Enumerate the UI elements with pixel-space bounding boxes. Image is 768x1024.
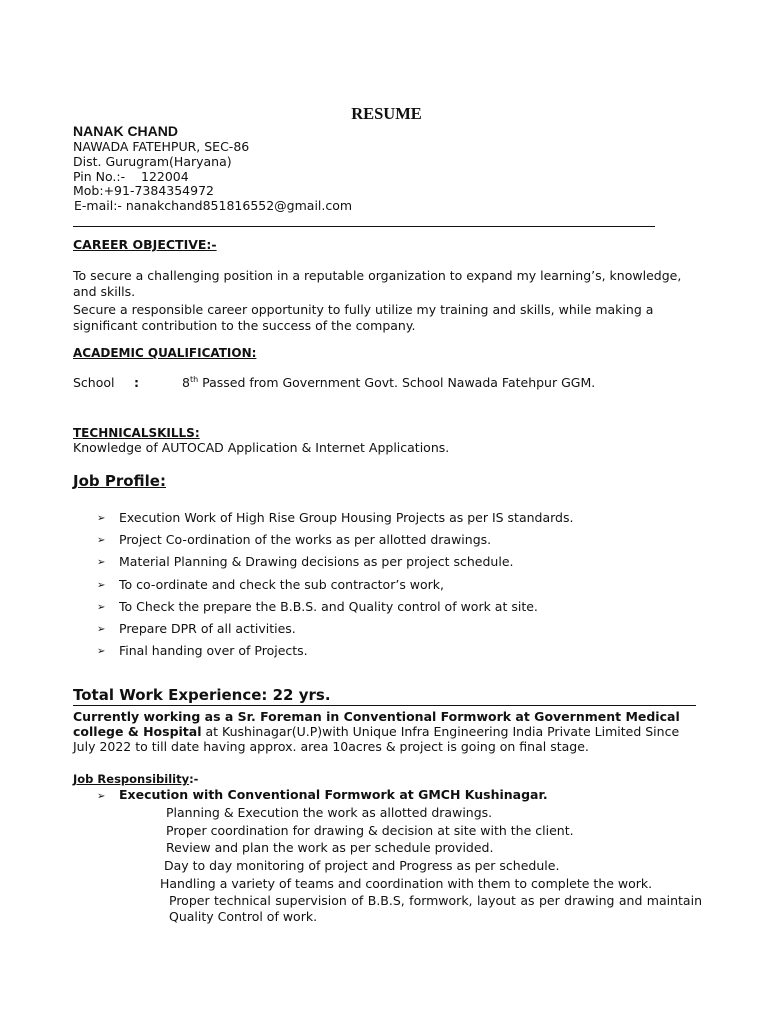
- task-item: Proper coordination for drawing & decision at site with the client.: [166, 823, 574, 838]
- task-item: Handling a variety of teams and coordination with them to complete the work.: [160, 876, 653, 891]
- qualification-grade: 8: [182, 375, 190, 390]
- current-position-paragraph: [73, 709, 688, 754]
- total-experience-heading: Total Work Experience: 22 yrs.: [73, 686, 331, 704]
- job-profile-item: [97, 598, 573, 620]
- task-item: Proper technical supervision of B.B.S, formwork, layout as per drawing and maintain Quality Control of work.: [169, 893, 702, 924]
- current-position-details: at Kushinagar(U.P)with Unique Infra Engineering India Private Limited Since July 2022 to till date having approx. area 10acres & project is going on final stage.: [73, 724, 680, 754]
- job-profile-list: [97, 509, 573, 664]
- arrow-bullet-icon: ➢: [97, 557, 106, 569]
- job-profile-item-text: Prepare DPR of all activities.: [119, 620, 296, 636]
- job-profile-item: [97, 576, 573, 598]
- job-responsibility-suffix: :-: [189, 772, 199, 786]
- qualification-label: School: [73, 375, 115, 390]
- job-profile-item: [97, 620, 573, 642]
- address-line-2: Dist. Gurugram(Haryana): [73, 154, 232, 169]
- experience-divider: [73, 705, 696, 706]
- objective-paragraph-1: To secure a challenging position in a reputable organization to expand my learning’s, knowledge, and skills.: [73, 268, 682, 299]
- candidate-name: NANAK CHAND: [73, 123, 178, 139]
- email-address: E-mail:- nanakchand851816552@gmail.com: [74, 198, 353, 213]
- qualification-school: Passed from Government Govt. School Nawada Fatehpur GGM.: [198, 375, 596, 390]
- pin-code: Pin No.:- 122004: [73, 169, 189, 184]
- arrow-bullet-icon: ➢: [97, 513, 106, 524]
- task-item: Review and plan the work as per schedule provided.: [166, 840, 494, 855]
- header-divider: [73, 226, 655, 227]
- arrow-bullet-icon: ➢: [97, 601, 106, 613]
- task-item: Day to day monitoring of project and Progress as per schedule.: [164, 858, 560, 873]
- document-title: RESUME: [351, 104, 422, 123]
- job-profile-item: [97, 642, 573, 664]
- arrow-bullet-icon: ➢: [97, 646, 106, 658]
- job-profile-item: [97, 553, 573, 575]
- job-profile-item: [97, 509, 573, 531]
- technical-skills-text: Knowledge of AUTOCAD Application & Internet Applications.: [73, 440, 450, 455]
- academic-qualification-heading: ACADEMIC QUALIFICATION:: [73, 346, 257, 360]
- technical-skills-heading: TECHNICALSKILLS:: [73, 426, 200, 440]
- qualification-grade-suffix: th: [189, 374, 199, 384]
- job-profile-item-text: To Check the prepare the B.B.S. and Quality control of work at site.: [119, 598, 538, 614]
- qualification-detail: [182, 375, 595, 390]
- job-responsibility-heading: [73, 772, 198, 786]
- arrow-bullet-icon: ➢: [97, 579, 106, 591]
- job-profile-item-text: Execution Work of High Rise Group Housing Projects as per IS standards.: [119, 510, 574, 525]
- job-profile-item-text: To co-ordinate and check the sub contractor’s work,: [119, 576, 445, 592]
- address-line-1: NAWADA FATEHPUR, SEC-86: [73, 139, 250, 154]
- task-item: Planning & Execution the work as allotted drawings.: [166, 805, 493, 820]
- job-profile-item: [97, 531, 573, 553]
- job-profile-item-text: Material Planning & Drawing decisions as per project schedule.: [119, 554, 514, 570]
- arrow-bullet-icon: ➢: [97, 535, 106, 547]
- qualification-colon: :: [134, 375, 139, 390]
- career-objective-heading: CAREER OBJECTIVE:-: [73, 237, 217, 252]
- arrow-bullet-icon: ➢: [97, 791, 106, 802]
- job-profile-item-text: Project Co-ordination of the works as per allotted drawings.: [119, 532, 492, 548]
- task-heading-text: Execution with Conventional Formwork at GMCH Kushinagar.: [119, 787, 548, 802]
- arrow-bullet-icon: ➢: [97, 623, 106, 635]
- task-heading: [97, 787, 548, 802]
- objective-paragraph-2: Secure a responsible career opportunity to fully utilize my training and skills, while making a significant contribution to the success of the company.: [73, 302, 654, 333]
- mobile-number: Mob:+91-7384354972: [73, 183, 214, 198]
- job-profile-item-text: Final handing over of Projects.: [119, 643, 308, 659]
- job-responsibility-label: Job Responsibility: [73, 772, 190, 786]
- current-position-summary: Currently working as a Sr. Foreman in Conventional Formwork at Government Medical college & Hospital: [73, 709, 680, 739]
- job-profile-heading: Job Profile:: [73, 472, 166, 490]
